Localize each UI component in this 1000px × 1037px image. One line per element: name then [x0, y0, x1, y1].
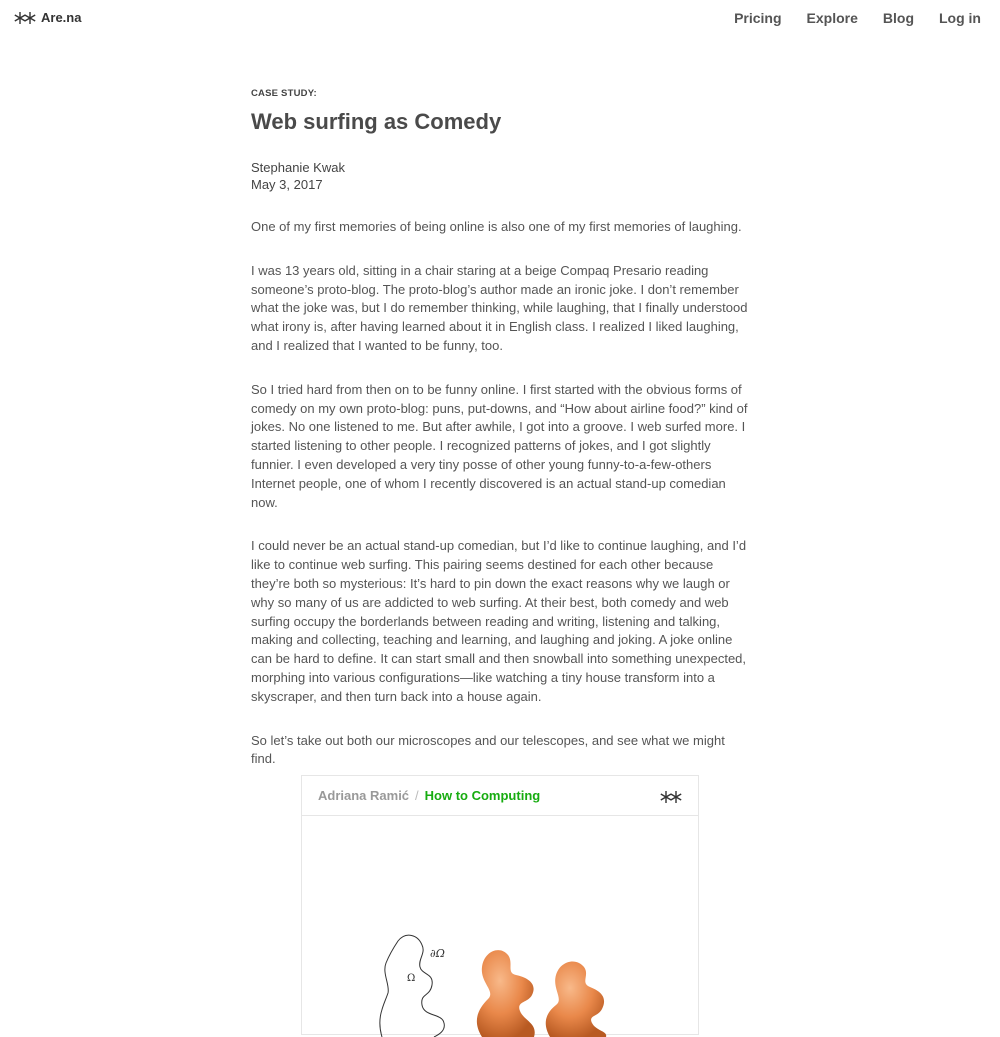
arena-asterisk-icon: [14, 11, 36, 25]
nav-link-explore[interactable]: Explore: [806, 10, 858, 26]
arena-logo-link[interactable]: [14, 10, 81, 25]
nav-link-pricing[interactable]: Pricing: [734, 10, 782, 26]
article-title: Web surfing as Comedy: [251, 109, 502, 134]
orange-blob-left: [477, 950, 535, 1037]
nav-link-blog[interactable]: Blog: [882, 10, 914, 26]
article-paragraph: I was 13 years old, sitting in a chair staring at a beige Compaq Presario reading someone’s proto-blog. The proto-blog’s author made an ironic joke. I don’t remember what the joke was, but I do remember thinking, while laughing, that I finally understood what irony is, after having learned about it in English class. I realized I liked laughing, and I realized that I wanted to be funny, too.: [251, 262, 748, 353]
orange-blob-right: [546, 961, 606, 1037]
embed-author-link[interactable]: Adriana Ramić: [318, 788, 410, 803]
embed-figure-image: [302, 817, 698, 1037]
article-author: Stephanie Kwak: [251, 160, 345, 175]
top-navigation: [0, 0, 1000, 36]
nav-link-login[interactable]: Log in: [939, 10, 981, 26]
article-paragraph: So I tried hard from then on to be funny online. I first started with the obvious forms of comedy on my own proto-blog: puns, put-downs, and “How about airline food?” kind of jokes. No one listened to me. But after awhile, I got into a groove. I web surfed more. I started listening to other people. I recognized patterns of jokes, and I got slightly funnier. I even developed a very tiny posse of other young funny-to-a-few-others Internet people, one of whom I recently discovered is an actual stand-up comedian now.: [251, 381, 748, 510]
article-date: May 3, 2017: [251, 177, 323, 192]
nav-links: [734, 10, 981, 26]
logo-text: Are.na: [41, 10, 82, 25]
article-paragraph: I could never be an actual stand-up comedian, but I’d like to continue laughing, and I’d like to continue web surfing. This pairing seems destined for each other because they’re both so mysterious: It’s hard to pin down the exact reasons why we laugh or why so many of us are addicted to web surfing. At their best, both comedy and web surfing occupy the borderlands between reading and writing, listening and talking, making and collecting, teaching and learning, and laughing and joking. A joke online can be hard to define. It can start small and then snowball into something unexpected, morphing into various configurations—like watching a tiny house transform into a skyscraper, and then turn back into a house again.: [251, 538, 747, 704]
arena-block-embed[interactable]: [301, 775, 699, 1035]
article-byline: [251, 159, 751, 193]
embed-separator: /: [415, 788, 419, 803]
article-paragraph: One of my first memories of being online is also one of my first memories of laughing.: [251, 219, 742, 234]
article-eyebrow: CASE STUDY:: [251, 88, 317, 99]
article-paragraph: So let’s take out both our microscopes and our telescopes, and see what we might find.: [251, 732, 725, 767]
region-label: Ω: [407, 973, 416, 984]
embed-channel-link[interactable]: How to Computing: [424, 788, 541, 803]
article-body: [251, 218, 751, 769]
arena-asterisk-icon[interactable]: [660, 790, 682, 804]
embed-header: [302, 776, 698, 816]
boundary-label: ∂Ω: [430, 947, 445, 960]
article: [251, 88, 751, 794]
